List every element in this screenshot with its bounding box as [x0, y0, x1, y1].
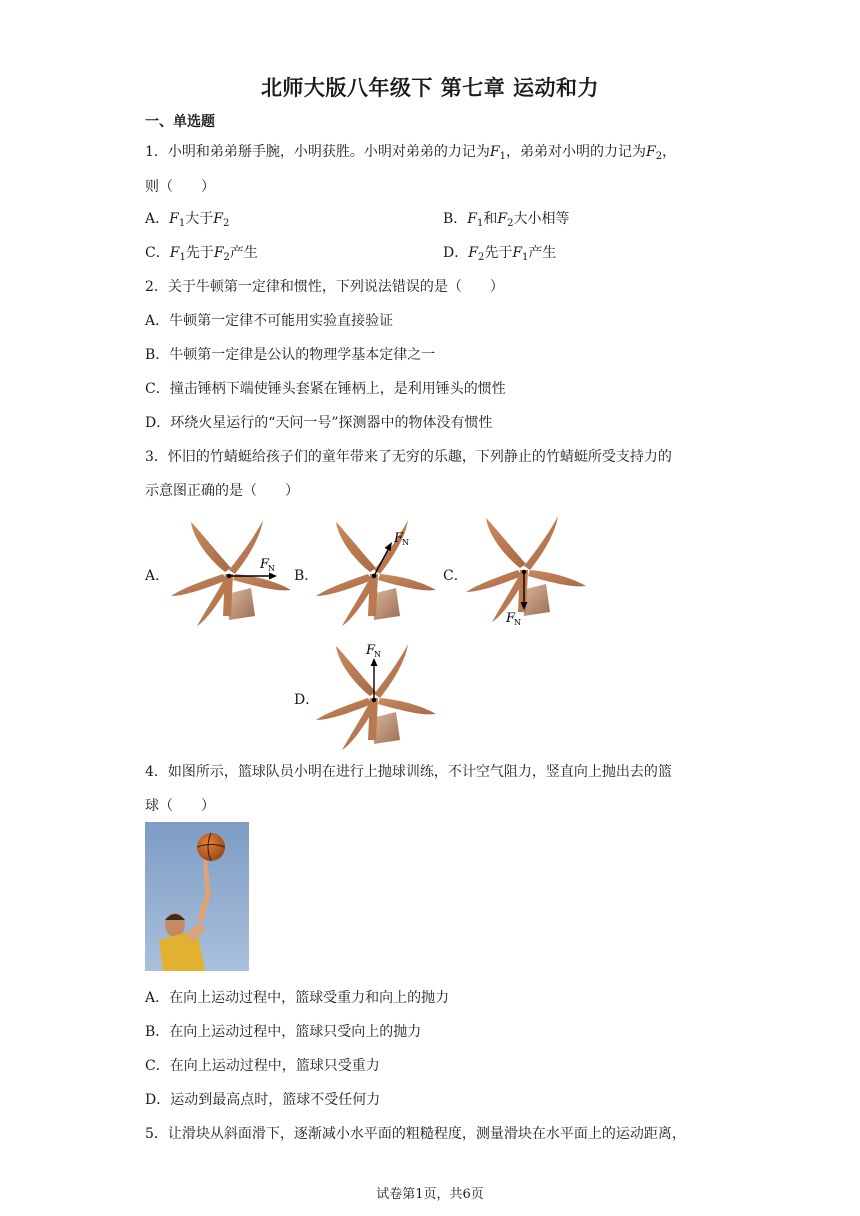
q1-stem-line2: 则（ ）: [145, 179, 215, 195]
q2-option-a[interactable]: A．牛顿第一定律不可能用实验直接验证: [145, 313, 394, 329]
force-label-sub: N: [374, 650, 381, 659]
page-footer: 试卷第1页，共6页: [376, 1187, 484, 1202]
arrow-head: [371, 658, 378, 666]
section-heading: 一、单选题: [145, 114, 215, 130]
force-label-f: F: [506, 611, 516, 626]
q4-option-c[interactable]: C．在向上运动过程中，篮球只受重力: [145, 1058, 380, 1074]
q3-stem-line2: 示意图正确的是（ ）: [145, 483, 299, 499]
q4-option-b[interactable]: B．在向上运动过程中，篮球只受向上的抛力: [145, 1024, 422, 1040]
force-label-f: F: [366, 643, 376, 658]
basketball-icon: [197, 833, 225, 861]
q3-option-a-figure[interactable]: [165, 516, 295, 628]
force-label-sub: N: [514, 618, 521, 627]
q3-option-b-figure[interactable]: [310, 516, 440, 628]
q3-option-c-label[interactable]: C．: [443, 568, 468, 584]
q1-option-c[interactable]: C．$F_1$先于$F_2$产生: [145, 245, 258, 263]
q4-stem-line2: 球（ ）: [145, 798, 215, 814]
q2-option-b[interactable]: B．牛顿第一定律是公认的物理学基本定律之一: [145, 347, 436, 363]
force-label-f: F: [260, 557, 270, 572]
q4-option-d[interactable]: D．运动到最高点时，篮球不受任何力: [145, 1092, 381, 1108]
q2-option-c[interactable]: C．撞击锤柄下端使锤头套紧在锤柄上，是利用锤头的惯性: [145, 381, 506, 397]
force-label-f: F: [394, 531, 404, 546]
q3-option-d-figure[interactable]: [310, 640, 440, 752]
q5-stem-line1: 5．让滑块从斜面滑下，逐渐减小水平面的粗糙程度，测量滑块在水平面上的运动距离，: [145, 1126, 686, 1142]
page-title: 北师大版八年级下 第七章 运动和力: [260, 76, 600, 100]
q1-option-a[interactable]: A．$F_1$大于$F_2$: [145, 211, 230, 229]
force-label-sub: N: [402, 538, 409, 547]
q3-option-c-figure[interactable]: [460, 512, 590, 627]
q1-stem-line1: 1．小明和弟弟掰手腕，小明获胜。小明对弟弟的力记为$F_1$，弟弟对小明的力记为$F_2$，: [145, 144, 677, 162]
q3-option-d-label[interactable]: D．: [294, 692, 320, 708]
q2-stem: 2．关于牛顿第一定律和惯性，下列说法错误的是（ ）: [145, 279, 504, 295]
arrow-head: [269, 573, 277, 580]
q3-option-a-label[interactable]: A．: [145, 568, 170, 584]
basketball-photo: [145, 822, 249, 971]
q2-option-d[interactable]: D．环绕火星运行的“天问一号”探测器中的物体没有惯性: [145, 415, 493, 431]
q4-option-a[interactable]: A．在向上运动过程中，篮球受重力和向上的抛力: [145, 990, 450, 1006]
q3-option-b-label[interactable]: B．: [294, 568, 319, 584]
q1-option-b[interactable]: B．$F_1$和$F_2$大小相等: [443, 211, 570, 229]
force-label-sub: N: [268, 564, 275, 573]
q3-stem-line1: 3．怀旧的竹蜻蜓给孩子们的童年带来了无穷的乐趣，下列静止的竹蜻蜓所受支持力的: [145, 449, 672, 465]
q4-stem-line1: 4．如图所示，篮球队员小明在进行上抛球训练，不计空气阻力，竖直向上抛出去的篮: [145, 764, 672, 780]
q1-option-d[interactable]: D．$F_2$先于$F_1$产生: [443, 245, 557, 263]
